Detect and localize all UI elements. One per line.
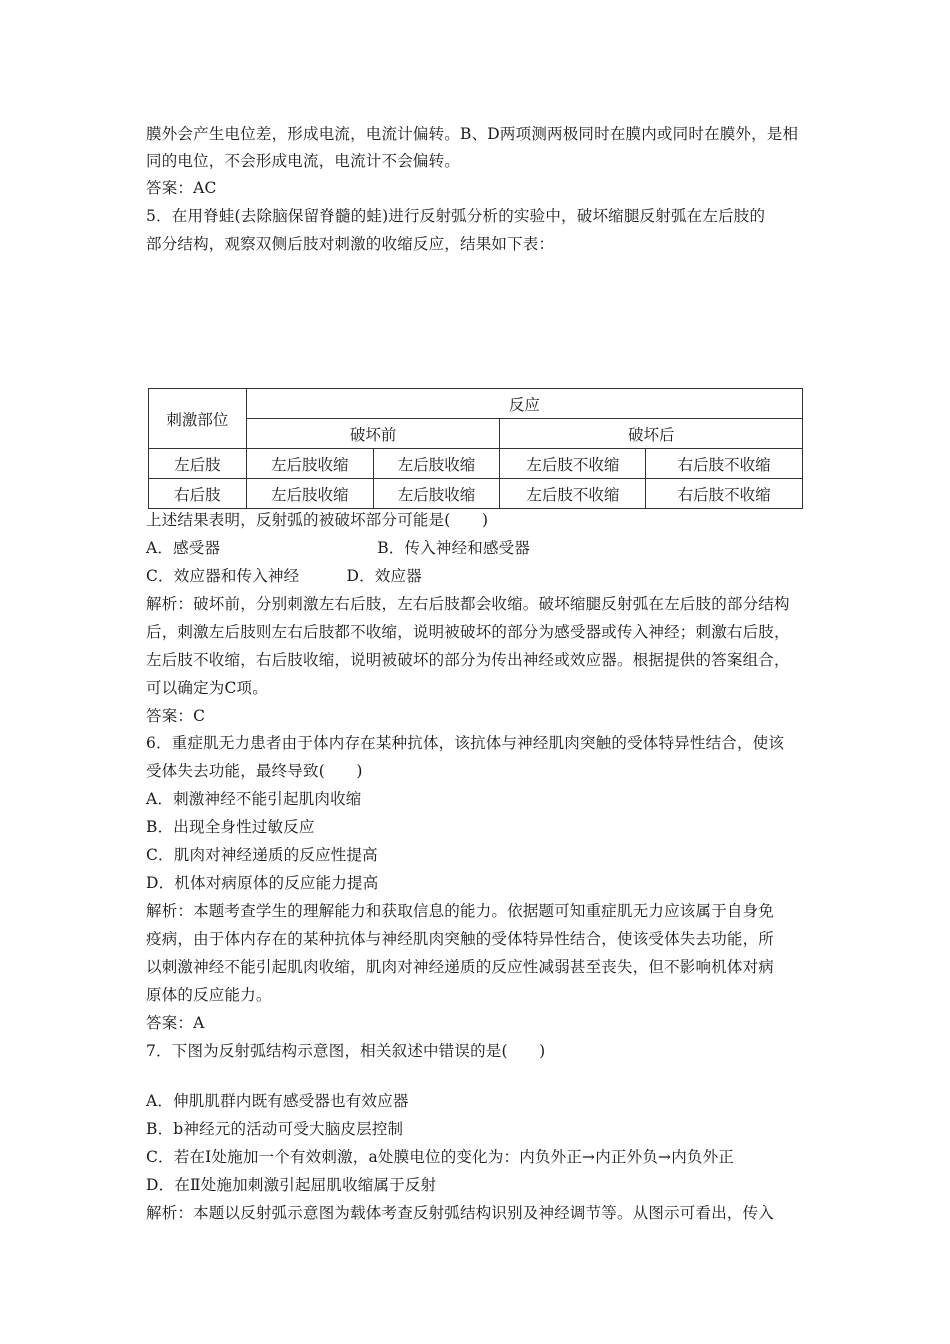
option-line: C．若在Ⅰ处施加一个有效刺激，a处膜电位的变化为：内负外正→内正外负→内负外正 <box>146 1148 735 1166</box>
table-cell: 右后肢不收缩 <box>646 479 803 509</box>
table-cell: 左后肢不收缩 <box>500 449 646 479</box>
cell-site: 左后肢 <box>149 449 247 479</box>
header-before: 破坏前 <box>246 419 500 449</box>
analysis-line: 原体的反应能力。 <box>146 986 272 1004</box>
table-cell: 左后肢收缩 <box>373 479 500 509</box>
analysis-line: 疫病，由于体内存在的某种抗体与神经肌肉突触的受体特异性结合，使该受体失去功能，所 <box>146 930 775 948</box>
header-reaction: 反应 <box>246 389 802 419</box>
answer-line: 答案：C <box>146 707 206 725</box>
header-after: 破坏后 <box>500 419 803 449</box>
analysis-line: 后，刺激左后肢则左右后肢都不收缩，说明被破坏的部分为感受器或传入神经；刺激右后肢， <box>146 623 790 641</box>
text-line: 部分结构，观察双侧后肢对刺激的收缩反应，结果如下表： <box>146 235 555 253</box>
table-cell: 左后肢收缩 <box>246 479 373 509</box>
analysis-line: 以刺激神经不能引起肌肉收缩，肌肉对神经递质的反应性减弱甚至丧失，但不影响机体对病 <box>146 958 775 976</box>
answer-line: 答案：A <box>146 1014 205 1032</box>
option-line: A．感受器 B．传入神经和感受器 <box>146 539 531 557</box>
header-stim-site: 刺激部位 <box>149 389 247 449</box>
table-row <box>149 479 803 509</box>
table-row <box>149 449 803 479</box>
option-line: C．效应器和传入神经 D．效应器 <box>146 567 422 585</box>
analysis-line: 可以确定为C项。 <box>146 679 268 697</box>
analysis-line: 解析：本题考查学生的理解能力和获取信息的能力。依据题可知重症肌无力应该属于自身免 <box>146 902 775 920</box>
option-line: B．出现全身性过敏反应 <box>146 818 315 836</box>
question-5-prompt: 上述结果表明，反射弧的被破坏部分可能是( ) <box>146 511 489 529</box>
text-line: 受体失去功能，最终导致( ) <box>146 762 363 780</box>
text-line: 同的电位，不会形成电流，电流计不会偏转。 <box>146 152 461 170</box>
option-line: D．机体对病原体的反应能力提高 <box>146 874 379 892</box>
option-line: B．b神经元的活动可受大脑皮层控制 <box>146 1120 404 1138</box>
table-cell: 左后肢收缩 <box>373 449 500 479</box>
results-table <box>148 388 803 509</box>
question-6-stem: 6．重症肌无力患者由于体内存在某种抗体，该抗体与神经肌肉突触的受体特异性结合，使该 <box>146 734 785 752</box>
analysis-line: 解析：本题以反射弧示意图为载体考查反射弧结构识别及神经调节等。从图示可看出，传入 <box>146 1204 775 1222</box>
option-line: D．在Ⅱ处施加刺激引起屈肌收缩属于反射 <box>146 1176 437 1194</box>
cell-site: 右后肢 <box>149 479 247 509</box>
table-cell: 右后肢不收缩 <box>646 449 803 479</box>
option-line: A．刺激神经不能引起肌肉收缩 <box>146 790 362 808</box>
analysis-line: 左后肢不收缩，右后肢收缩，说明被破坏的部分为传出神经或效应器。根据提供的答案组合， <box>146 651 790 669</box>
question-7-stem: 7．下图为反射弧结构示意图，相关叙述中错误的是( ) <box>146 1042 546 1060</box>
table-cell: 左后肢收缩 <box>246 449 373 479</box>
analysis-line: 解析：破坏前，分别刺激左右后肢，左右后肢都会收缩。破坏缩腿反射弧在左后肢的部分结构 <box>146 595 790 613</box>
text-line: 膜外会产生电位差，形成电流，电流计偏转。B、D两项测两极同时在膜内或同时在膜外，是相 <box>146 125 799 143</box>
question-5-stem: 5．在用脊蛙(去除脑保留脊髓的蛙)进行反射弧分析的实验中，破坏缩腿反射弧在左后肢的 <box>146 207 766 225</box>
answer-line: 答案：AC <box>146 179 217 197</box>
table-cell: 左后肢不收缩 <box>500 479 646 509</box>
option-line: C．肌肉对神经递质的反应性提高 <box>146 846 378 864</box>
option-line: A．伸肌肌群内既有感受器也有效应器 <box>146 1092 409 1110</box>
